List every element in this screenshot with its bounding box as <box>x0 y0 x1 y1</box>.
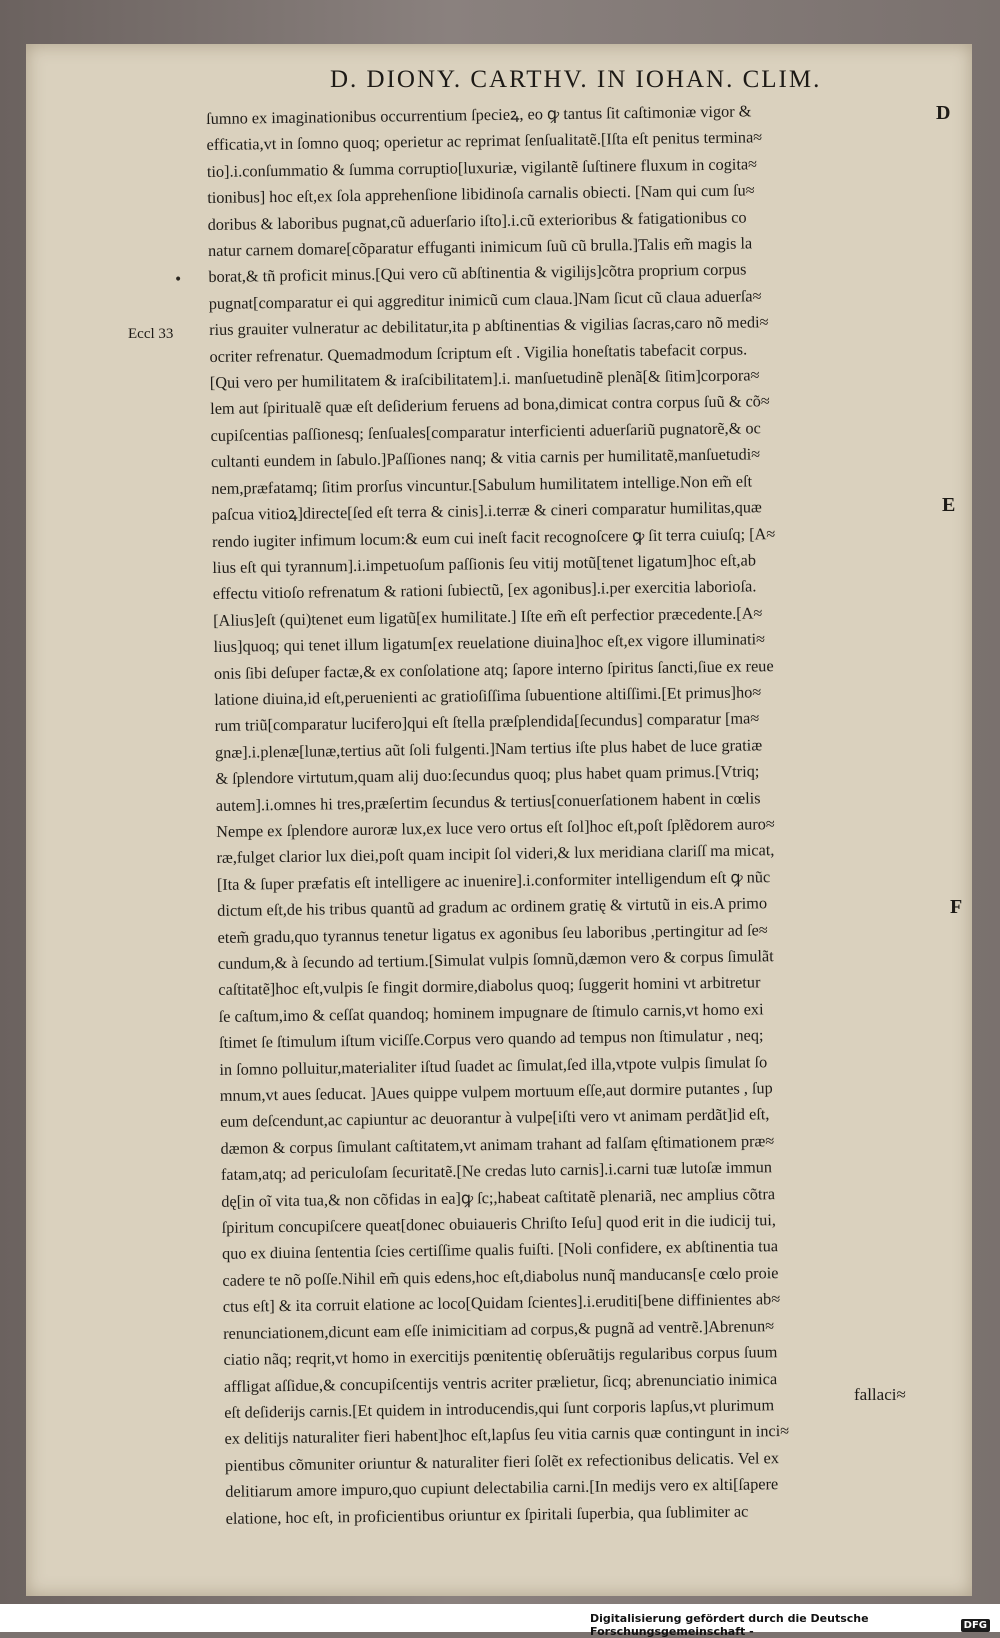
text-line: tio].i.conſummatio & ſumma corruptio[luxuriæ, vigilantẽ ſuſtinere fluxum in cogita≈ <box>206 154 758 181</box>
catchword: fallaci≈ <box>854 1385 906 1404</box>
text-line: lius]quoq; qui tenet illum ligatum[ex reuelatione diuina]hoc eſt,ex vigore illuminati≈ <box>213 629 766 657</box>
text-line: Nempe ex ſplendore auroræ lux,ex luce vero ortus eſt ſol]hoc eſt,poſt ſplẽdorem auro≈ <box>215 814 775 841</box>
text-line: latione diuina,id eſt,peruenienti ac gratioſiſſima ſubuentione altiſſimi.[Et primus]ho≈ <box>214 682 762 709</box>
running-header: D. DIONY. CARTHV. IN IOHAN. CLIM. <box>330 66 822 93</box>
text-line: etem̃ gradu,quo tyrannus tenetur ligatus ex agonibus ſeu laboribus ,pertingitur ad ſe≈ <box>217 919 768 947</box>
body-text <box>206 96 970 1532</box>
text-line: effectu vitioſo refrenatum & rationi ſubiectũ, [ex agonibus].i.per exercitia laborioſa. <box>212 576 757 604</box>
text-line: mnum,vt aues ſeducat. ]Aues quippe vulpem mortuum eſſe,aut dormire putantes , ſup <box>219 1078 773 1105</box>
text-line: rum triũ[comparatur lucifero]qui eſt ſtella præſplendida[ſecundus] comparatur [ma≈ <box>214 708 760 736</box>
text-line: [Alius]eſt (qui)tenet eum ligatũ[ex humilitate.] Iſte em̃ eſt perfectior præcedente.[A≈ <box>213 603 763 630</box>
text-line: ſpiritum concupiſcere queat[donec obuiaueris Chriſto Ieſu] quod erit in die iudicij tui, <box>221 1210 777 1237</box>
text-line: lem aut ſpiritualẽ quæ eſt deſiderium feruens ad bona,dimicat contra corpus ſuũ & cõ≈ <box>210 391 770 419</box>
text-line: paſcua vitioꝝ]directe[ſed eſt terra & cinis].i.terræ & cineri comparatur humilitas,quæ <box>211 497 762 525</box>
text-line: dictum eſt,de his tribus quantũ ad gradum ac ordinem gratię & virtutũ in eis.A primo <box>217 893 768 921</box>
text-line: natur carnem domare[cõparatur effuganti inimicum ſuũ cũ brulla.]Talis em̃ magis la <box>207 233 753 261</box>
text-line: borat,& tñ proficit minus.[Qui vero cũ abſtinentia & vigilijs]cõtra proprium corpus <box>208 259 747 287</box>
text-line: cultanti eundem in ſabulo.]Paſſiones nanq; & vitia carnis per humilitatẽ,manſuetudi≈ <box>210 444 761 472</box>
margin-letter-f: F <box>950 896 963 918</box>
text-line: ſtimet ſe ſtimulum iſtum viciſſe.Corpus vero quando ad tempus non ſtimulatur , neq; <box>218 1025 764 1053</box>
text-line: in ſomno polluitur,materialiter iſtud ſuadet ac ſimulat,ſed illa,vtpote vulpis ſimulat ſo <box>219 1051 768 1079</box>
margin-letter-d: D <box>936 102 951 124</box>
margin-letter-e: E <box>942 494 956 516</box>
text-line: cundum,& à ſecundo ad tertium.[Simulat vulpis ſomnũ,dæmon vero & corpus ſimulãt <box>217 946 774 973</box>
text-line: [Ita & ſuper præfatis eſt intelligere ac inuenire].i.conformiter intelligendum eſt ꝙ nũc <box>216 866 771 894</box>
text-line: ciatio nãq; reqrit,vt homo in exercitijs pœnitentię obſeruãtijs regularibus corpus ſuum <box>223 1342 778 1369</box>
dfg-logo-icon: DFG <box>961 1619 990 1632</box>
text-line: eum deſcendunt,ac capiuntur ac deuorantur à vulpe[iſti vero vt animam perdãt]id eſt, <box>220 1104 770 1132</box>
margin-note: Eccl 33 <box>128 326 174 342</box>
text-line: ocriter refrenatur. Quemadmodum ſcriptum eſt . Vigilia honeſtatis tabefacit corpus. <box>209 339 748 366</box>
text-line: rendo iugiter infimum locum:& eum cui ineſt facit recognoſcere ꝙ ſit terra cuiuſq; [A≈ <box>211 523 776 551</box>
text-line: rius grauiter vulneratur ac debilitatur,ita p abſtinentias & vigilias ſacras,caro nõ medi≈ <box>208 312 769 340</box>
footer <box>590 1612 990 1638</box>
text-line: quo ex diuina ſententia ſcies certiſſime qualis fuiſti. [Noli confidere, ex abſtinentia tua <box>221 1236 779 1264</box>
text-line: renunciationem,dicunt eam eſſe inimicitiam ad corpus,& pugnã ad ventrẽ.]Abrenun≈ <box>223 1315 775 1343</box>
book-page <box>26 44 972 1596</box>
text-line: cadere te nõ poſſe.Nihil em̃ quis edens,hoc eſt,diabolus nunq̃ manducans[e cœlo proie <box>222 1262 779 1290</box>
text-line: tionibus] hoc eſt,ex ſola apprehenſione libidinoſa carnalis obiecti. [Nam qui cum ſu≈ <box>207 180 755 208</box>
text-line: ctus eſt] & ita corruit elatione ac loco[Quidam ſcientes].i.eruditi[bene diffinientes ab≈ <box>222 1289 781 1317</box>
text-line: nem,præfatamq; ſitim prorſus vincuntur.[Sabulum humilitatem intellige.Non em̃ eſt <box>211 471 753 498</box>
text-line: affligat aſſidue,& concupiſcentijs ventris acriter prælietur, ſicq; abrenunciatio inimica <box>223 1368 778 1396</box>
text-line: delitiarum amore impuro,quo cupiunt delectabilia carni.[In medijs vero ex alti[ſapere <box>225 1474 779 1501</box>
text-line: ſe caſtum,imo & ceſſat quandoq; hominem impugnare de ſtimulo carnis,vt homo exi <box>218 999 764 1026</box>
footer-credit: Digitalisierung gefördert durch die Deutsche Forschungsgemeinschaft - <box>590 1612 869 1638</box>
text-line: fatam,atq; ad periculoſam ſecuritatẽ.[Ne credas luto carnis].i.carni tuæ lutoſæ immun <box>220 1157 773 1185</box>
text-line: & ſplendore virtutum,quam alij duo:ſecundus quoq; plus habet quam primus.[Vtriq; <box>215 761 760 789</box>
text-line: ræ,fulget clarior lux diei,poſt quam incipit ſol videri,& lux meridiana clariſſ ma micat, <box>216 840 775 868</box>
text-line: dę[in oĩ vita tua,& non cõfidas in ea]ꝙ ſc;,habeat caſtitatẽ plenariã, nec amplius cõtra <box>221 1183 776 1211</box>
text-line: autem].i.omnes hi tres,præſertim ſecundus & tertius[conuerſationem habent in cœlis <box>215 787 761 815</box>
text-line: ſumno ex imaginationibus occurrentium ſpecieꝝ, eo ꝙ tantus ſit caſtimoniæ vigor & <box>206 101 752 128</box>
text-line: dæmon & corpus ſimulant caſtitatem,vt animam trahant ad falſam ęſtimationem præ≈ <box>220 1131 775 1158</box>
text-line: onis ſibi deſuper factæ,& ex conſolatione atq; ſapore interno ſpiritus ſancti,ſiue ex reue <box>213 655 774 683</box>
text-line: doribus & laboribus pugnat,cũ aduerſario iſto].i.cũ exterioribus & fatigationibus co <box>207 207 747 234</box>
text-line: eſt deſiderijs carnis.[Et quidem in introducendis,qui ſunt corporis lapſus,vt plurimum <box>224 1395 775 1422</box>
text-line: ex delitijs naturaliter fieri habent]hoc eſt,lapſus ſeu vitia carnis quæ contingunt in inci≈ <box>224 1421 790 1449</box>
text-line: cupiſcentias paſſionesq; ſenſuales[comparatur interficienti aduerſariũ pugnatorẽ,& oc <box>210 418 761 445</box>
text-line: elatione, hoc eſt, in proficientibus oriuntur ex ſpiritali ſuperbia, qua ſublimiter ac <box>225 1501 749 1528</box>
text-line: lius eſt qui tyrannum].i.impetuoſum paſſionis ſeu vitij motũ[tenet ligatum]hoc eſt,ab <box>212 550 757 577</box>
text-line: [Qui vero per humilitatem & iraſcibilitatem].i. manſuetudinẽ plenã[& ſitim]corpora≈ <box>209 365 760 393</box>
text-line: caſtitatẽ]hoc eſt,vulpis ſe fingit dormire,diabolus quoq; ſuggerit homini vt arbitretur <box>218 972 761 1000</box>
text-line: pugnat[comparatur ei qui aggreditur inimicũ cum claua.]Nam ſicut cũ claua aduerſa≈ <box>208 286 762 313</box>
text-line: gnæ].i.plenæ[lunæ,tertius aũt ſoli fulgenti.]Nam tertius iſte plus habet de luce gratiæ <box>214 735 763 762</box>
text-line: pientibus cõmuniter oriuntur & naturaliter fieri ſolẽt ex refectionibus delicatis. Vel ex <box>224 1447 780 1475</box>
text-line: efficatia,vt in ſomno quoq; operietur ac reprimat ſenſualitatẽ.[Iſta eſt penitus termina≈ <box>206 127 763 155</box>
margin-dot: • <box>174 272 183 288</box>
